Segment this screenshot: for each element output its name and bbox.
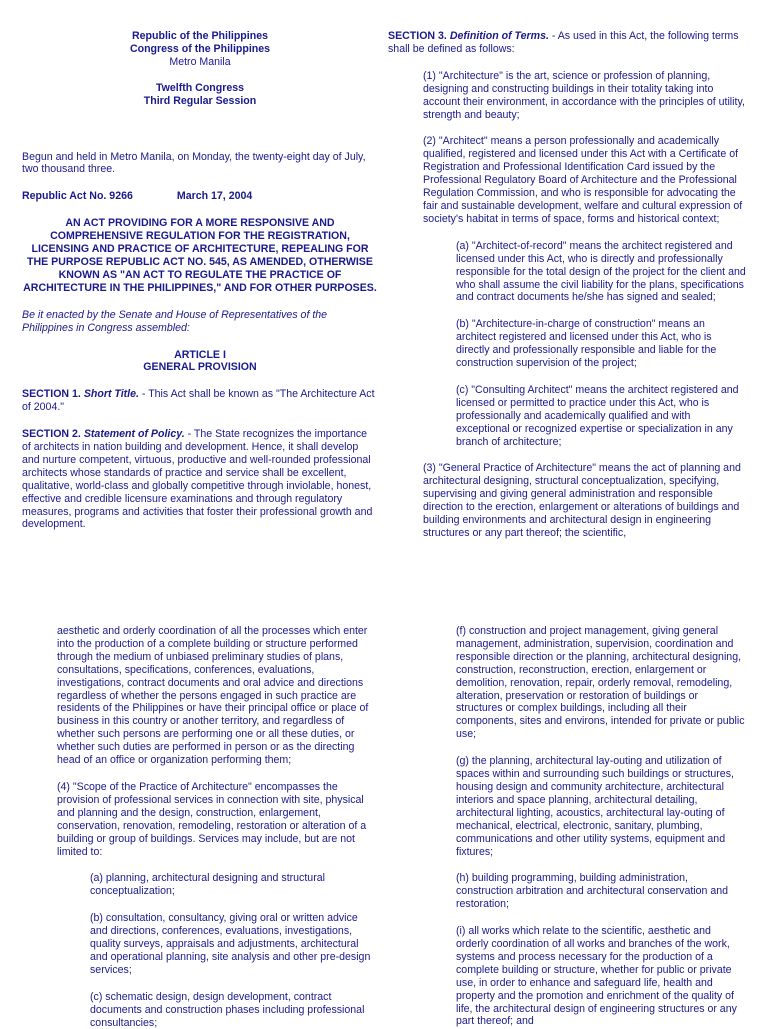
article-number: ARTICLE I (174, 348, 226, 361)
header-congress: Congress of the Philippines (129, 42, 271, 55)
definition-2: (2) "Architect" means a person professionally and academically qualified, registered and licensed under this Act with a Certificate of Registration and Professional Identification Card issued by the Professional Regulatory Board of Architecture and the Professional Regulation Commission, and who is responsible for advocating the fair and sustainable development, welfare and cultural expression of society's habitat in terms of space, forms and historical context; (423, 135, 743, 225)
definition-4c: (c) schematic design, design development, contract documents and construction phases including professional consultancies; (90, 990, 365, 1029)
definition-2c: (c) "Consulting Architect" means the architect registered and licensed or permitted to practice under this Act, who is professionally and academically qualified and with exceptional or recognized expertise or specialization in any branch of architecture; (456, 383, 739, 448)
definition-2a: (a) "Architect-of-record" means the architect registered and licensed under this Act, who is directly and professionally responsible for the total design of the project for the client and who shall assume the civil liability for the plans, specifications and contract documents he/she has signed and sealed; (456, 239, 746, 304)
definition-4: (4) "Scope of the Practice of Architecture" encompasses the provision of professional services in connection with site, physical and planning and the design, construction, enlargement, conservation, renovation, remodeling, restoration or alteration of a building or group of buildings. Services may include, but are not limited to: (57, 780, 367, 858)
page2-right-column (388, 625, 746, 1028)
definition-4a: (a) planning, architectural designing and structural conceptualization; (90, 872, 325, 898)
section-1 (22, 388, 378, 414)
page1-left-column (22, 30, 378, 531)
definition-2b: (b) "Architecture-in-charge of construction" means an architect registered and licensed under this Act, who is directly and professionally responsible and liable for the construction supervision of the project; (456, 318, 717, 370)
definition-4i: (i) all works which relate to the scientific, aesthetic and orderly coordination of all works and branches of the work, systems and process necessary for the production of a complete building or structure, whether for public or private use, in order to enhance and safeguard life, health and property and the promotion and enrichment of the quality of life, the architectural design of engineering structures or any part thereof; and (456, 925, 737, 1028)
section-2-text: - The State recognizes the importance of architects in nation building and development. Hence, it shall develop and nurture competent, virtuous, productive and well-rounded professional architects whose standards of practice and service shall be excellent, qualitative, world-class and globally competitive through inviolable, honest, effective and credible licensure examinations and through regulatory measures, programs and activities that foster their professional growth and development. (22, 428, 373, 531)
definition-4g: (g) the planning, architectural lay-outing and utilization of spaces within and surrounding such buildings or structures, housing design and community architecture, architectural interiors and space planning, architectural detailing, architectural lighting, acoustics, architectural lay-outing of mechanical, electrical, electronic, sanitary, plumbing, communications and other utility systems, equipment and fixtures; (456, 755, 734, 858)
article-title: GENERAL PROVISION (143, 361, 257, 374)
definition-1: (1) "Architecture" is the art, science or profession of planning, designing and constructing buildings in their totality taking into account their environment, in accordance with the principles of utility, strength and beauty; (423, 69, 745, 121)
header-session: Third Regular Session (143, 94, 257, 107)
section-2-heading: Statement of Policy. (83, 428, 185, 441)
enacting-clause: Be it enacted by the Senate and House of Representatives of the Philippines in Congress assembled: (22, 308, 328, 334)
section-3-text: - As used in this Act, the following terms shall be defined as follows: (388, 30, 739, 55)
begun-statement: Begun and held in Metro Manila, on Monday, the twenty-eight day of July, two thousand three. (22, 150, 366, 176)
act-date: March 17, 2004 (176, 190, 253, 203)
definition-4f: (f) construction and project management, giving general management, administration, supervision, coordination and responsible direction or the planning, architectural designing, construction, reconstruction, erection, enlargement or demolition, renovation, repair, orderly removal, remodeling, alteration, preservation or restoration of buildings or structures or complex buildings, including all their components, sites and environs, intended for private or public use; (456, 625, 745, 741)
section-3 (388, 30, 746, 56)
section-3-label: SECTION 3. (388, 30, 447, 42)
act-number-line (22, 190, 378, 203)
definition-4h: (h) building programming, building administration, construction arbitration and architectural conservation and restoration; (456, 872, 729, 911)
definition-3-continued: aesthetic and orderly coordination of all the processes which enter into the production of a complete building or structure performed through the medium of unbiased preliminary studies of plans, consultations, specifications, conferences, evaluations, investigations, contract documents and oral advice and directions regardless of whether the persons engaged in such practice are residents of the Philippines or have their principal office or place of business in this country or another territory, and regardless of whether such persons are performing one or all these duties, or whether such duties are performed in person or as the directing head of an office or organization performing them; (57, 625, 369, 767)
section-1-heading: Short Title. (83, 388, 139, 401)
page2-left-column (22, 625, 378, 1029)
section-1-text: - This Act shall be known as "The Architecture Act of 2004." (22, 388, 375, 414)
section-3-heading: Definition of Terms. (449, 30, 549, 42)
header-location: Metro Manila (169, 55, 231, 68)
section-1-label: SECTION 1. (22, 388, 81, 401)
definition-3: (3) "General Practice of Architecture" means the act of planning and architectural designing, structural conceptualization, specifying, supervising and giving general administration and responsible direction to the erection, enlargement or alterations of buildings and building environments and architectural design in engineering structures or any part thereof; the scientific, (423, 462, 741, 539)
section-2 (22, 428, 378, 531)
section-2-label: SECTION 2. (22, 428, 81, 441)
definition-4b: (b) consultation, consultancy, giving oral or written advice and directions, conferences, evaluations, investigations, quality surveys, appraisals and adjustments, architectural and operational planning, site analysis and other pre-design services; (90, 912, 371, 976)
act-title: AN ACT PROVIDING FOR A MORE RESPONSIVE AND COMPREHENSIVE REGULATION FOR THE REGISTRATION, LICENSING AND PRACTICE OF ARCHITECTURE, REPEALING FOR THE PURPOSE REPUBLIC ACT NO. 545, AS AMENDED, OTHERWISE KNOWN AS "AN ACT TO REGULATE THE PRACTICE OF ARCHITECTURE IN THE PHILIPPINES," AND FOR OTHER PURPOSES. (23, 217, 377, 294)
act-number: Republic Act No. 9266 (22, 190, 133, 203)
header-republic: Republic of the Philippines (132, 30, 268, 42)
header-congress-number: Twelfth Congress (155, 81, 245, 94)
page1-right-column (388, 30, 746, 540)
